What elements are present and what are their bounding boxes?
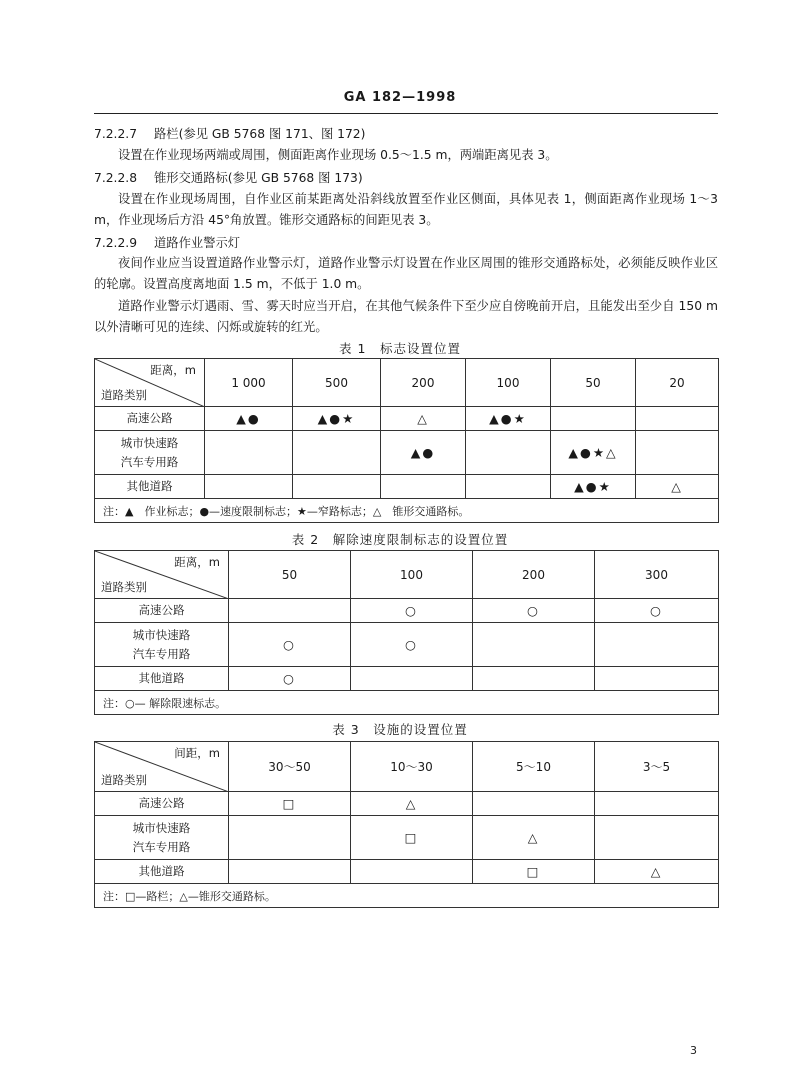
table3-corner-bottom: 道路类别: [101, 773, 147, 787]
table3-col-header: 10～30: [351, 742, 473, 792]
clause-7229-text-1: 夜间作业应当设置道路作业警示灯，道路作业警示灯设置在作业区周围的锥形交通路标处，必须能反映作业区的轮廓。设置高度离地面 1.5 m，不低于 1.0 m。: [94, 256, 718, 291]
table3-row-label-line1: 城市快速路: [132, 820, 191, 835]
table1-cell: [636, 431, 719, 475]
table2-corner-cell: [95, 551, 229, 599]
clause-7227-heading: [94, 124, 714, 145]
table2-col-header: 300: [595, 551, 719, 599]
table3-header-row: [95, 742, 719, 792]
clause-7228-heading: [94, 168, 714, 189]
table-row: [95, 816, 719, 860]
table2-cell: [473, 667, 595, 691]
table3-col-header: 30～50: [229, 742, 351, 792]
table3-corner-cell: [95, 742, 229, 792]
table2-row-label: [95, 623, 229, 667]
table1-caption: 表 1 标志设置位置: [339, 341, 461, 356]
document-code-header: GA 182—1998: [343, 90, 457, 105]
clause-7229-heading: [94, 233, 714, 254]
table1-cell: ▲●★: [293, 407, 381, 431]
table1-cell: ▲●: [205, 407, 293, 431]
table-row: [95, 475, 719, 499]
table1-corner-bottom: 道路类别: [101, 388, 147, 402]
table1-col-header: 500: [293, 359, 381, 407]
table3-cell: [473, 792, 595, 816]
table-row: [95, 860, 719, 884]
table3-note-row: [95, 884, 719, 908]
table3-cell: □: [351, 816, 473, 860]
table1-note-row: [95, 499, 719, 523]
table3-cell: [595, 816, 719, 860]
table1-cell: [205, 475, 293, 499]
clause-7228-text: 设置在作业现场周围，自作业区前某距离处沿斜线放置至作业区侧面，具体见表 1，侧面距离作业现场 1～3 m，作业现场后方沿 45°角放置。锥形交通路标的间距见表 3。: [94, 192, 718, 227]
table2-cell: [351, 667, 473, 691]
table2-cell: ○: [473, 599, 595, 623]
table2-note: 注：○— 解除限速标志。: [95, 691, 719, 715]
table3-row-label: 其他道路: [95, 860, 229, 884]
table1-row-label-line2: 汽车专用路: [120, 454, 179, 469]
table3-col-header: 3～5: [595, 742, 719, 792]
table3-row-label: [95, 816, 229, 860]
table2-row-label: 其他道路: [95, 667, 229, 691]
table1-col-header: 1 000: [205, 359, 293, 407]
table2-cell: [595, 667, 719, 691]
table3-caption: 表 3 设施的设置位置: [332, 722, 468, 737]
table2-header-row: [95, 551, 719, 599]
table2-col-header: 200: [473, 551, 595, 599]
clause-7228-title: 锥形交通路标(参见 GB 5768 图 173): [154, 171, 363, 185]
table1-cell: [205, 431, 293, 475]
table1-cell: ▲●★: [466, 407, 551, 431]
table3-cell: [229, 816, 351, 860]
table1-cell: [466, 475, 551, 499]
table3-note: 注：□—路栏；△—锥形交通路标。: [95, 884, 719, 908]
table-row: [95, 623, 719, 667]
clause-7227-number: 7.2.2.7: [94, 127, 138, 141]
table3-cell: △: [351, 792, 473, 816]
table2-cell: ○: [229, 623, 351, 667]
table1-row-label: 其他道路: [95, 475, 205, 499]
table1-cell: [293, 475, 381, 499]
table2-cell: ○: [351, 599, 473, 623]
clause-7229-title: 道路作业警示灯: [154, 236, 241, 250]
table2-col-header: 100: [351, 551, 473, 599]
table3-cell: □: [229, 792, 351, 816]
table2-cell: [473, 623, 595, 667]
page-number: 3: [690, 1044, 697, 1057]
table2: [94, 550, 719, 715]
table2-cell: ○: [229, 667, 351, 691]
table2-note-row: [95, 691, 719, 715]
clause-7227-title: 路栏(参见 GB 5768 图 171、图 172): [154, 127, 366, 141]
table1-cell: [551, 407, 636, 431]
table3-row-label-line2: 汽车专用路: [132, 839, 191, 854]
table1-cell: ▲●★: [551, 475, 636, 499]
table2-caption: 表 2 解除速度限制标志的设置位置: [291, 532, 509, 547]
clause-7229-number: 7.2.2.9: [94, 236, 138, 250]
table-row: [95, 667, 719, 691]
clause-7229-text-2: 道路作业警示灯遇雨、雪、雾天时应当开启，在其他气候条件下至少应自傍晚前开启，且能发出至少自 150 m 以外清晰可见的连续、闪烁或旋转的红光。: [94, 299, 718, 334]
table3-row-label: 高速公路: [95, 792, 229, 816]
table1-cell: [381, 475, 466, 499]
table1-col-header: 20: [636, 359, 719, 407]
table3-cell: △: [473, 816, 595, 860]
table1-cell: [636, 407, 719, 431]
clause-7227-text: 设置在作业现场两端或周围，侧面距离作业现场 0.5～1.5 m，两端距离见表 3。: [118, 148, 558, 162]
table2-corner-bottom: 道路类别: [101, 580, 147, 594]
table2-corner-top: 距离，m: [174, 555, 220, 569]
table3-corner-top: 间距，m: [174, 746, 220, 760]
table3: [94, 741, 719, 908]
table1-col-header: 100: [466, 359, 551, 407]
table1: [94, 358, 719, 523]
table1-note: 注：▲ 作业标志；●—速度限制标志；★—窄路标志；△ 锥形交通路标。: [95, 499, 719, 523]
table1-cell: ▲●★△: [551, 431, 636, 475]
table2-col-header: 50: [229, 551, 351, 599]
table1-header-row: [95, 359, 719, 407]
table2-cell: [229, 599, 351, 623]
table3-cell: [595, 792, 719, 816]
table1-corner-cell: [95, 359, 205, 407]
table2-cell: ○: [351, 623, 473, 667]
table2-row-label: 高速公路: [95, 599, 229, 623]
header-rule: [94, 113, 718, 114]
table3-cell: □: [473, 860, 595, 884]
table3-cell: △: [595, 860, 719, 884]
table2-row-label-line1: 城市快速路: [132, 627, 191, 642]
table1-cell: [293, 431, 381, 475]
table1-cell: [466, 431, 551, 475]
table1-cell: △: [381, 407, 466, 431]
clause-7228-number: 7.2.2.8: [94, 171, 138, 185]
table1-cell: △: [636, 475, 719, 499]
table2-cell: [595, 623, 719, 667]
table1-col-header: 200: [381, 359, 466, 407]
table2-row-label-line2: 汽车专用路: [132, 646, 191, 661]
table1-row-label-line1: 城市快速路: [120, 435, 179, 450]
table-row: [95, 599, 719, 623]
table1-row-label: 高速公路: [95, 407, 205, 431]
table2-cell: ○: [595, 599, 719, 623]
table1-row-label: [95, 431, 205, 475]
table3-cell: [229, 860, 351, 884]
table3-col-header: 5～10: [473, 742, 595, 792]
table1-cell: ▲●: [381, 431, 466, 475]
table1-col-header: 50: [551, 359, 636, 407]
table-row: [95, 792, 719, 816]
table-row: [95, 431, 719, 475]
table3-cell: [351, 860, 473, 884]
table-row: [95, 407, 719, 431]
table1-corner-top: 距离，m: [150, 363, 196, 377]
